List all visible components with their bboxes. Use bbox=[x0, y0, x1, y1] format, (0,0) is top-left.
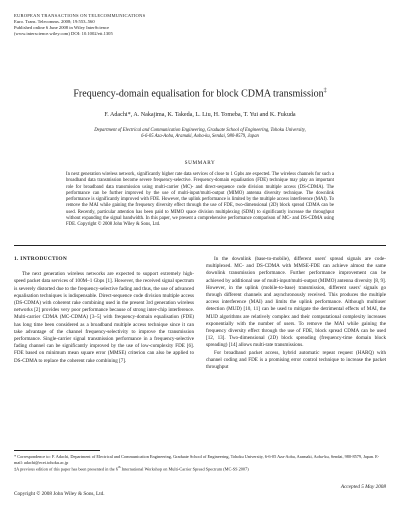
footnote-previous-sup: th bbox=[117, 465, 121, 470]
paper-title bbox=[0, 88, 400, 99]
journal-volume: Euro. Trans. Telecomms. 2008; 19:553–560 bbox=[14, 19, 95, 24]
footnote-divider bbox=[14, 450, 100, 451]
journal-name: EUROPEAN TRANSACTIONS ON TELECOMMUNICATIONS bbox=[14, 13, 146, 18]
footnote-previous-suffix: International Workshop on Multi-Carrier Spread Spectrum (MC-SS 2007) bbox=[120, 466, 249, 472]
accepted-date: Accepted 5 May 2008 bbox=[340, 484, 386, 490]
paper-authors: F. Adachi*, A. Nakajima, K. Takeda, L. Liu, H. Tomeba, T. Yui and K. Fukuda bbox=[104, 112, 296, 118]
paper-title-mark: ‡ bbox=[323, 88, 327, 94]
top-divider bbox=[14, 245, 386, 246]
paper-title-text: Frequency-domain equalisation for block CDMA transmission bbox=[73, 88, 324, 100]
affiliation-line-2: 6-6-05 Aza-Aoba, Aramaki, Aoba-ku, Sendai, 980-8579, Japan bbox=[141, 134, 259, 139]
footnote-correspondence: * Correspondence to: F. Adachi, Department of Electrical and Communication Engineering, Graduate School of Engineering, Tohoku University, 6-6-05 Aza-Aoba, Aramaki, Aoba-ku, Sendai, 980-8579, Japan. E-mail: adachi@ecei.tohoku.ac.jp bbox=[14, 454, 380, 465]
summary-heading: SUMMARY bbox=[184, 160, 216, 166]
right-paragraph-1: In the downlink (base-to-mobile), different users' spread signals are code-multiplexed. MC- and DS-CDMA with MMSE-FDE can achieve almost the same downlink transmission performance. Further performance improvement can be achieved by additional use of multi-input/multi-output (MIMO) antenna diversity [8, 9]. However, in the uplink (mobile-to-base) transmission, different users' signals go through different channels and asynchronously received. This produces the multiple access interference (MAI) and limits the uplink performance. Although multiuser detection (MUD) [10, 11] can be used to mitigate the detrimental effects of MAI, the MUD algorithms are relatively complex and their computational complexity increases exponentially with the number of users. To remove the MAI while gaining the frequency diversity effect through the use of FDE, block spread CDMA can be used [12, 13]. Two-dimensional (2D) block spreading (frequency-time domain block spreading) [14] allows multi-rate transmissions. bbox=[206, 256, 386, 349]
footnote-previous-prefix: ‡A previous edition of this paper has been presented in the 6 bbox=[14, 466, 118, 472]
right-paragraph-2: For broadband packet access, hybrid automatic repeat request (HARQ) with channel coding and FDE is a promising error control technique to increase the packet throughput bbox=[206, 349, 386, 371]
journal-published: Published online 6 June 2008 in Wiley InterScience bbox=[14, 25, 110, 30]
paper-affiliation bbox=[40, 128, 360, 140]
section-heading-introduction: 1. INTRODUCTION bbox=[14, 256, 68, 262]
affiliation-line-1: Department of Electrical and Communication Engineering, Graduate School of Engineering, Tohoku University, bbox=[94, 128, 306, 133]
journal-header bbox=[14, 13, 274, 37]
intro-paragraph-1: The next generation wireless networks are expected to support extremely high-speed packet data services of 100M–1 Gbps [1]. However, the received signal spectrum is severely distorted due to the frequency-selective fading and thus, the use of advanced equalisation techniques is indispensable. Direct-sequence code division multiple access (DS-CDMA) with coherent rake combining used in the present 3rd generation wireless networks [2] provides very poor performance because of strong inter-chip interference. Multi-carrier CDMA (MC-CDMA) [3–5] with frequency-domain equalisation (FDE) has long time been considered as a broadband multiple access technique since it can take advantage of the channel frequency-selectivity to improve the transmission performance. Single-carrier signal transmission performance in a frequency-selective fading channel can be significantly improved by the use of low-complexity FDE [6]. FDE based on minimum mean square error (MMSE) criterion can also be applied to DS-CDMA to replace the coherent rake combining [7]. bbox=[14, 271, 194, 364]
right-column bbox=[206, 256, 386, 371]
summary-text: In next generation wireless network, significantly higher rate data services of close to 1 Gpbs are expected. The wireless channels for such a broadband data transmission become severe frequency-selective. Frequency-domain equalisation (FDE) technique may play an important role for broadband data transmission using multi-carrier (MC)- and direct-sequence code division multiple access (DS-CDMA). The performance can be further improved by the use of multi-input/multi-output (MIMO) antenna diversity technique. The downlink performance is significantly improved with FDE. However, the uplink performance is limited by the multiple access interference (MAI). To remove the MAI while gaining the frequency diversity effect through the use of FDE, two-dimensional (2D) block spread CDMA can be used. Recently, particular attention has been paid to MIMO space division multiplexing (SDM) to significantly increase the throughput without expanding the signal bandwidth. In this paper, we present a comprehensive performance comparison of MC- and DS-CDMA using FDE. Copyright © 2008 John Wiley & Sons, Ltd. bbox=[66, 172, 334, 228]
copyright-notice: Copyright © 2008 John Wiley & Sons, Ltd. bbox=[14, 491, 105, 497]
journal-doi: (www.interscience.wiley.com) DOI: 10.1002/ett.1305 bbox=[14, 31, 113, 36]
footnotes bbox=[14, 454, 386, 472]
left-column bbox=[14, 256, 194, 365]
footnote-previous-version bbox=[14, 465, 386, 472]
